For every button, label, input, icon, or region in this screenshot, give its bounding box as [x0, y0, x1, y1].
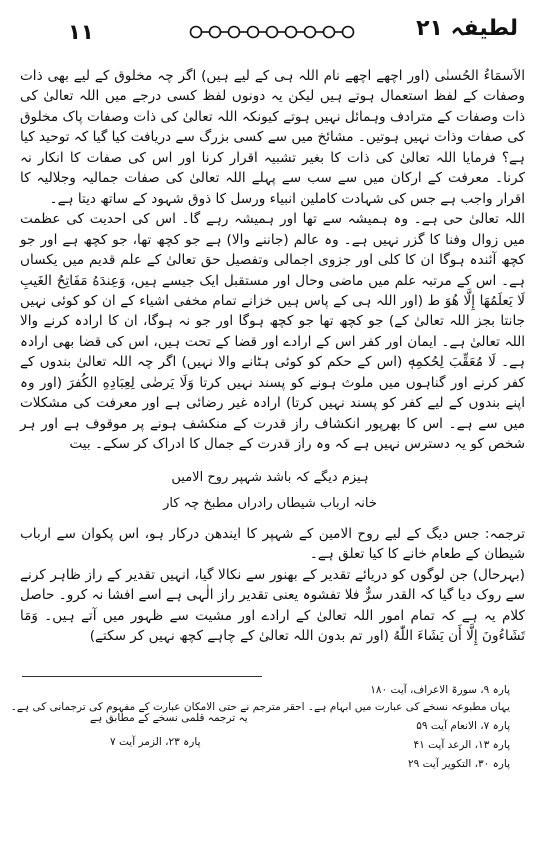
page-number: ۱۱ — [68, 20, 94, 44]
main-text — [20, 66, 525, 455]
closing-paragraph: (بہرحال) جن لوگوں کو دریائے تقدیر کے بھنور سے نکالا گیا، انہیں تقدیر کے راز ظاہر کرنے سے روک دیا گیا کہ القدر سرٌّ فلا تفشوہ یعنی تقدیر راز الٰہی ہے اسے افشا نہ کرو۔ حاصل کلام یہ ہے کہ تمام امور اللہ تعالیٰ کے ارادے اور مشیت سے ظہور میں آتے ہیں۔ وَمَا تَشَاءُونَ إِلَّا أَن یَشَاءَ اللّٰهُ (اور تم بدون اللہ تعالیٰ کے چاہے کچھ نہیں کر سکتے) — [20, 566, 525, 645]
verse-line-1: ہیزم دیگے کہ باشد شہپر روح الامیں — [171, 470, 369, 485]
footnote-7: پارہ ۳۰، التکویر آیت ۲۹ — [407, 758, 510, 770]
page-header — [0, 14, 540, 64]
footnote-2: یہاں مطبوعہ نسخے کی عبارت میں ابہام ہے۔ احقر مترجم نے حتی الامکان عبارت کے مفہوم کی ترجمانی کی ہے۔ — [10, 701, 510, 713]
verse-line-2: خانہ ارباب شیطاں رادراں مطبخ چہ کار — [163, 496, 377, 511]
translation-block — [20, 524, 525, 647]
ornamental-chain-icon — [188, 24, 358, 40]
footnote-6: پارہ ۲۳، الزمر آیت ۷ — [110, 736, 201, 748]
footnote-5: پارہ ۱۳، الرعد آیت ۴۱ — [413, 739, 510, 751]
footnote-3: پارہ ۷، الانعام آیت ۵۹ — [416, 720, 510, 732]
chapter-title: لطیفہ ۲۱ — [416, 16, 518, 41]
paragraph-2: اللہ تعالیٰ حی ہے۔ وہ ہمیشہ سے تھا اور ہمیشہ رہے گا۔ اس کی احدیت کی عظمت میں زوال وفنا کا گزر نہیں ہے۔ وہ عالم (جاننے والا) ہے جو کچھ تھا، جو کچھ ہے اور جو کچھ آئندہ ہوگا ان کا کلی اور جزوی اجمالی وتفصیل حق تعالیٰ کے علم قدیم میں یکساں ہے۔ اس کے مرتبہ علم میں ماضی وحال اور مستقبل ایک جیسے ہیں، وَعِندَهُ مَفَاتِحُ الغَیبِ لَا یَعلَمُهَا إِلَّا هُوَ ط (اور اللہ ہی کے پاس ہیں خزانے تمام مخفی اشیاء کے ان کو کوئی نہیں جانتا بجز اللہ تعالیٰ کے) جو کچھ تھا جو کچھ ہوگا اور جو نہ ہوگا، ان کا ارادہ کرنے والا اللہ تعالیٰ ہے۔ ایمان اور کفر اس کے ارادے اور قضا کے تحت ہیں، اس کی قضا بھی ارادہ ہے۔ لَا مُعَقِّبَ لِحُکمِهٖ (اس کے حکم کو کوئی ہٹانے والا نہیں) اگر چہ اللہ تعالیٰ بندوں کے کفر کرنے اور گناہوں میں ملوث ہونے کو پسند نہیں کرتا وَلَا یَرضٰی لِعِبَادِهِ الکُفرَ (اور وہ اپنے بندوں کے لیے کفر کو پسند نہیں کرتا) ارادہ غیر رضائی ہے اور معرفت کی مشکلات میں سے ہے۔ اس کا بھرپور انکشاف راز قدرت کے منکشف ہونے پر موقوف ہے اور ہر شخص کو یہ دسترس نہیں ہے کہ وہ راز قدرت کے جمال کا ادراک کر سکے۔ بیت — [20, 211, 525, 453]
footnote-4: یہ ترجمہ قلمی نسخے کے مطابق ہے — [90, 712, 248, 724]
footnote-divider — [22, 676, 262, 677]
translation-text: ترجمہ: جس دیگ کے لیے روح الامین کے شہپر کا ایندھن درکار ہو، اس پکوان سے ارباب شیطان کے طعام خانے کا کیا تعلق ہے۔ — [20, 526, 525, 563]
footnote-1: پارہ ۹، سورۃ الاعراف، آیت ۱۸۰ — [370, 684, 510, 696]
paragraph-1: الاَسمَاءُ الحُسنٰی (اور اچھے اچھے نام اللہ ہی کے لیے ہیں) اگر چہ مخلوق کے لیے بھی ذات وصفات کے لفظ استعمال ہوتے ہیں لیکن یہ دونوں لفظ کسی درجے میں اللہ تعالیٰ کی ذات وصفات کے مترادف وہمائل نہیں ہوتے کیونکہ اللہ تعالیٰ کی ذات وصفات پاک مخلوق کی صفات وذات نہیں ہوتیں۔ مشائخ میں سے کسی بزرگ سے دریافت کیا گیا کہ توحید کیا ہے؟ فرمایا اللہ تعالیٰ کی ذات کا بغیر تشبیہ اقرار کرنا اور اس کی صفات کا انکار نہ کرنا۔ معرفت کے ارکان میں سے سب سے پہلے اللہ تعالیٰ کی صفات جمالیہ وجلالیہ کا اقرار واجب ہے جس کی شہادت کاملین انبیاء ورسل کا ذوق شہود کے ساتھ دیتا ہے۔ — [20, 68, 525, 207]
